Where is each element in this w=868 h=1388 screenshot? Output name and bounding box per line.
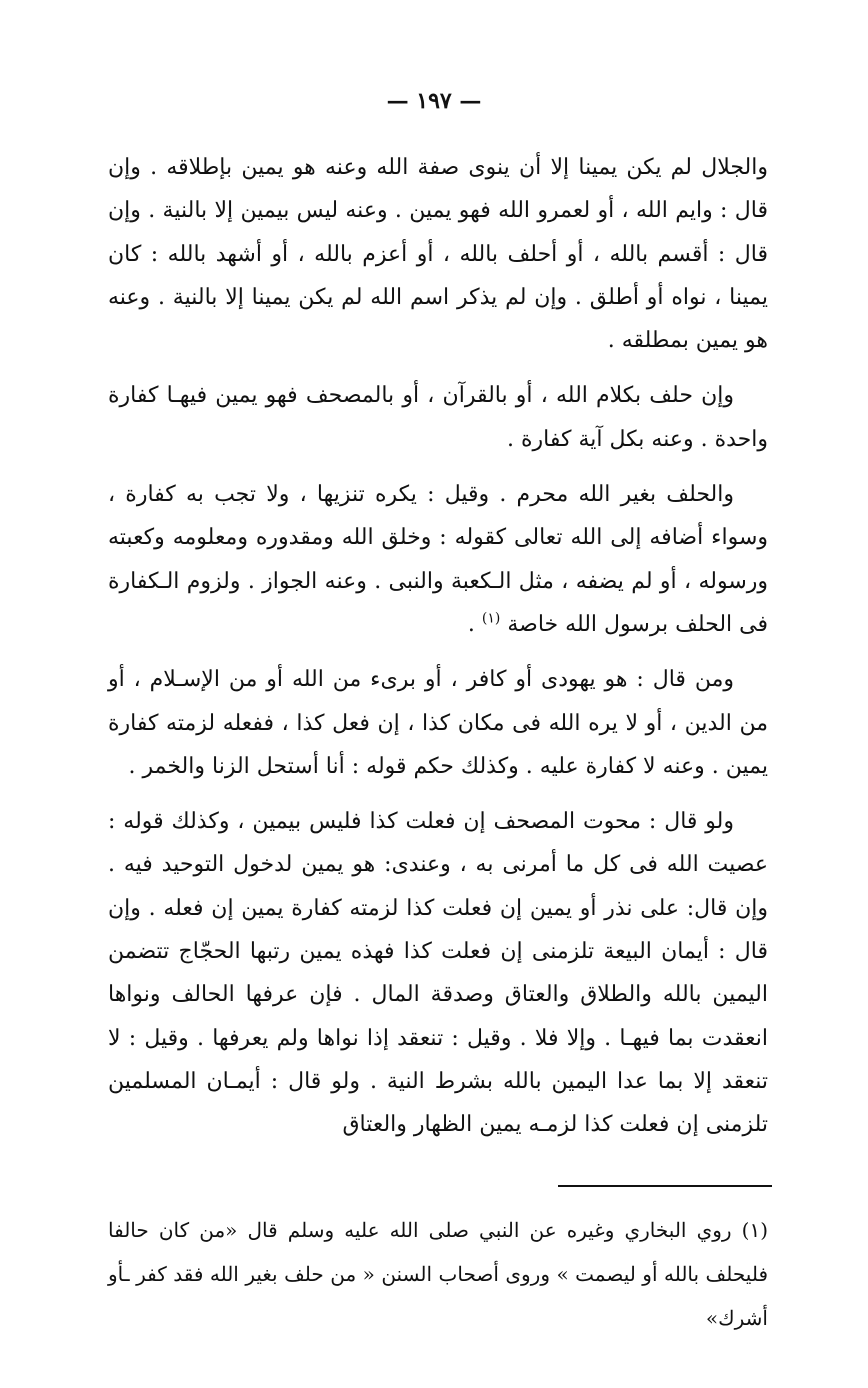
footnote-separator xyxy=(558,1185,772,1187)
paragraph xyxy=(108,473,768,646)
paragraph: ومن قال : هو يهودى أو كافر ، أو برىء من الله أو من الإسـلام ، أو من الدين ، أو لا يره الله فى مكان كذا ، إن فعل كذا ، ففعله لزمته كفارة يمين . وعنه لا كفارة عليه . وكذلك حكم قوله : أنا أستحل الزنا والخمر . xyxy=(108,667,768,779)
paragraph: والجلال لم يكن يمينا إلا أن ينوى صفة الله وعنه هو يمين بإطلاقه . وإن قال : وايم الله ، أو لعمرو الله فهو يمين . وعنه ليس بيمين إلا بالنية . وإن قال : أقسم بالله ، أو أحلف بالله ، أو أعزم بالله ، أو أشهد بالله : كان يمينا ، نواه أو أطلق . وإن لم يذكر اسم الله لم يكن يمينا إلا بالنية . وعنه هو يمين بمطلقه . xyxy=(108,155,768,354)
page-number: — ١٩٧ — xyxy=(386,88,482,114)
footnote: (١) روي البخاري وغيره عن النبي صلى الله عليه وسلم قال «من كان حالفا فليحلف بالله أو ليصمت » وروى أصحاب السنن « من حلف بغير الله فقد كفر ـأو أشرك» xyxy=(108,1218,768,1330)
paragraph-text: والحلف بغير الله محرم . وقيل : يكره تنزيها ، ولا تجب به كفارة ، وسواء أضافه إلى الله تعالى كقوله : وخلق الله ومقدوره ومعلومه وكعبته ورسوله ، أو لم يضفه ، مثل الـكعبة والنبى . وعنه الجواز . ولزوم الـكفارة فى الحلف برسول الله خاصة xyxy=(108,482,768,637)
paragraph: ولو قال : محوت المصحف إن فعلت كذا فليس بيمين ، وكذلك قوله : عصيت الله فى كل ما أمرنى به ، وعندى: هو يمين لدخول التوحيد فيه . وإن قال: على نذر أو يمين إن فعلت كذا لزمته كفارة يمين إن فعله . وإن قال : أيمان البيعة تلزمنى إن فعلت كذا فهذه يمين رتبها الحجّاج تتضمن اليمين بالله والطلاق والعتاق وصدقة المال . فإن عرفها الحالف ونواها انعقدت بما فيهـا . وإلا فلا . وقيل : تنعقد إذا نواها ولم يعرفها . وقيل : لا تنعقد إلا بما عدا اليمين بالله بشرط النية . ولو قال : أيمـان المسلمين تلزمنى إن فعلت كذا لزمـه يمين الظهار والعتاق xyxy=(108,809,768,1138)
paragraph: وإن حلف بكلام الله ، أو بالقرآن ، أو بالمصحف فهو يمين فيهـا كفارة واحدة . وعنه بكل آية كفارة . xyxy=(108,383,768,452)
footnote-reference[interactable]: (١) xyxy=(481,610,501,627)
paragraph-tail: . xyxy=(467,611,482,637)
main-text xyxy=(108,146,768,1147)
